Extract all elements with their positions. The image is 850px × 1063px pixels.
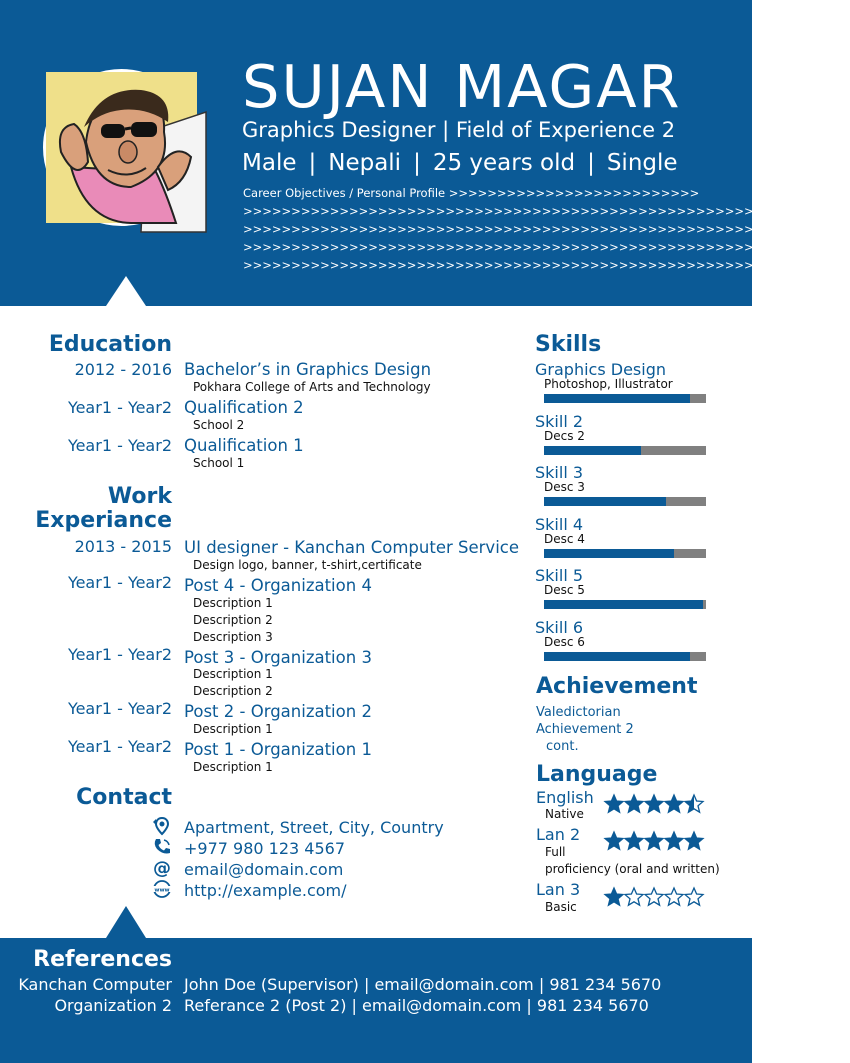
separator: | — [413, 150, 421, 176]
skill-level-fill — [544, 446, 641, 455]
contact-title: Contact — [76, 785, 172, 810]
footer-pointer — [106, 906, 146, 938]
skill-name: Skill 2 — [535, 411, 584, 431]
objective-line: >>>>>>>>>>>>>>>>>>>>>>>>>>>>>>>>>>>>>>>>>>>>>>>>>>>>>>>>>>>>>>> — [243, 240, 850, 254]
star-empty-icon — [624, 887, 644, 907]
contact-phone[interactable]: +977 980 123 4567 — [184, 839, 345, 858]
work-date: 2013 - 2015 — [74, 537, 172, 556]
education-degree: Qualification 1 — [184, 436, 304, 455]
language-level: proficiency (oral and written) — [545, 862, 720, 876]
skill-level-fill — [544, 549, 674, 558]
skill-name: Skill 4 — [535, 514, 584, 534]
separator: | — [308, 150, 317, 176]
work-title-line: Experiance — [35, 508, 172, 533]
language-rating — [604, 887, 704, 911]
objective-line: >>>>>>>>>>>>>>>>>>>>>>>>>>>>>>>>>>>>>>>>>>>>>>>>>>>>>>>>>>>>>>> — [243, 222, 850, 236]
work-description: Design logo, banner, t-shirt,certificate — [193, 558, 422, 572]
skill-level-bar — [544, 600, 706, 609]
avatar — [43, 69, 200, 226]
avatar-cartoon-image — [46, 72, 197, 223]
language-level: Basic — [545, 900, 577, 914]
nationality: Nepali — [328, 150, 402, 176]
marital-status: Single — [606, 150, 678, 176]
education-date: Year1 - Year2 — [67, 398, 172, 417]
contact-email[interactable]: email@domain.com — [184, 860, 344, 879]
header-banner — [0, 0, 850, 306]
star-filled-icon — [664, 794, 684, 814]
objective-line: >>>>>>>>>>>>>>>>>>>>>>>>>>>>>>>>>>>>>>>>>>>>>>>>>>>>>>>>>>>>>>> — [243, 258, 850, 272]
achievement-item: Valedictorian — [536, 705, 621, 720]
work-position: Post 1 - Organization 1 — [184, 740, 372, 759]
education-degree: Qualification 2 — [184, 398, 304, 417]
achievement-title: Achievement — [536, 674, 698, 699]
education-school: Pokhara College of Arts and Technology — [193, 380, 431, 394]
education-school: School 1 — [193, 456, 245, 470]
work-date: Year1 - Year2 — [67, 573, 172, 592]
skill-description: Desc 6 — [544, 635, 585, 649]
globe-www-icon — [151, 879, 173, 899]
achievement-item: Achievement 2 — [536, 722, 634, 737]
skill-level-fill — [544, 497, 666, 506]
star-filled-icon — [604, 887, 624, 907]
skill-name: Skill 3 — [535, 463, 584, 483]
work-date: Year1 - Year2 — [67, 645, 172, 664]
achievement-list — [536, 704, 634, 755]
star-filled-icon — [684, 831, 704, 851]
svg-text:@: @ — [153, 858, 171, 879]
contact-website[interactable]: http://example.com/ — [184, 881, 347, 900]
education-school: School 2 — [193, 418, 245, 432]
skills-title: Skills — [535, 332, 602, 357]
skill-level-fill — [544, 652, 690, 661]
language-rating — [604, 831, 704, 855]
work-description: Description 3 — [193, 630, 273, 644]
svg-text:www: www — [154, 887, 170, 894]
skill-level-fill — [544, 600, 703, 609]
location-icon — [151, 816, 173, 836]
work-description: Description 1 — [193, 760, 273, 774]
reference-details: Referance 2 (Post 2) | email@domain.com | 981 234 5670 — [184, 996, 649, 1015]
star-filled-icon — [644, 794, 664, 814]
language-name: English — [536, 788, 594, 807]
language-rating — [604, 794, 704, 818]
work-title — [35, 485, 172, 533]
skill-name: Skill 5 — [535, 566, 584, 586]
achievement-item: cont. — [546, 739, 579, 754]
skill-level-bar — [544, 652, 706, 661]
skill-level-bar — [544, 549, 706, 558]
objective-line: >>>>>>>>>>>>>>>>>>>>>>>>>>>>>>>>>>>>>>>>>>>>>>>>>>>>>>>>>>>>>>> — [243, 204, 850, 218]
skill-description: Photoshop, Illustrator — [544, 377, 673, 391]
star-filled-icon — [604, 831, 624, 851]
contact-address: Apartment, Street, City, Country — [184, 818, 444, 837]
star-empty-icon — [664, 887, 684, 907]
personal-info — [242, 150, 678, 176]
work-position: Post 2 - Organization 2 — [184, 702, 372, 721]
person-name: SUJAN MAGAR — [242, 52, 682, 121]
reference-details: John Doe (Supervisor) | email@domain.com | 981 234 5670 — [184, 975, 662, 994]
separator: | — [587, 150, 595, 176]
skill-level-bar — [544, 497, 706, 506]
at-sign-icon — [151, 858, 173, 878]
education-degree: Bachelor’s in Graphics Design — [184, 360, 432, 379]
job-subtitle: Graphics Designer | Field of Experience 2 — [242, 118, 676, 142]
language-name: Lan 2 — [536, 825, 581, 844]
work-date: Year1 - Year2 — [67, 699, 172, 718]
star-empty-icon — [684, 887, 704, 907]
skill-name: Skill 6 — [535, 618, 584, 637]
work-description: Description 1 — [193, 722, 273, 736]
work-description: Description 2 — [193, 684, 273, 698]
star-filled-icon — [644, 831, 664, 851]
language-name: Lan 3 — [536, 880, 581, 899]
star-filled-icon — [624, 831, 644, 851]
objective-line: Career Objectives / Personal Profile >>>>>>>>>>>>>>>>>>>>>>>>>> — [243, 186, 700, 200]
skill-description: Desc 5 — [544, 583, 585, 598]
gender: Male — [242, 150, 297, 176]
language-level: Native — [545, 807, 584, 821]
reference-organization: Organization 2 — [54, 996, 172, 1015]
work-position: Post 3 - Organization 3 — [184, 648, 372, 667]
work-title-line: Work — [107, 484, 172, 509]
skill-description: Desc 3 — [544, 480, 585, 495]
age: 25 years old — [432, 150, 576, 176]
language-level: Full — [545, 845, 566, 859]
skill-level-fill — [544, 394, 690, 403]
skill-description: Desc 4 — [544, 531, 585, 546]
education-date: 2012 - 2016 — [74, 360, 172, 379]
phone-icon — [151, 837, 173, 857]
work-description: Description 1 — [193, 667, 273, 681]
work-date: Year1 - Year2 — [67, 737, 172, 756]
header-pointer — [106, 276, 146, 306]
star-empty-icon — [644, 887, 664, 907]
star-filled-icon — [624, 794, 644, 814]
star-half-icon — [684, 794, 704, 814]
work-description: Description 1 — [193, 596, 273, 610]
work-position: UI designer - Kanchan Computer Service — [184, 538, 519, 557]
work-position: Post 4 - Organization 4 — [184, 576, 372, 595]
skill-description: Decs 2 — [544, 428, 585, 443]
career-objective — [243, 184, 850, 274]
references-title: References — [33, 947, 172, 972]
work-description: Description 2 — [193, 613, 273, 627]
language-title: Language — [536, 762, 658, 787]
skill-level-bar — [544, 394, 706, 403]
star-filled-icon — [664, 831, 684, 851]
skill-level-bar — [544, 446, 706, 455]
skill-name: Graphics Design — [535, 360, 666, 379]
star-filled-icon — [604, 794, 624, 814]
references-footer — [0, 938, 752, 1063]
education-date: Year1 - Year2 — [67, 436, 172, 455]
education-title: Education — [48, 332, 172, 357]
reference-organization: Kanchan Computer — [18, 975, 172, 994]
